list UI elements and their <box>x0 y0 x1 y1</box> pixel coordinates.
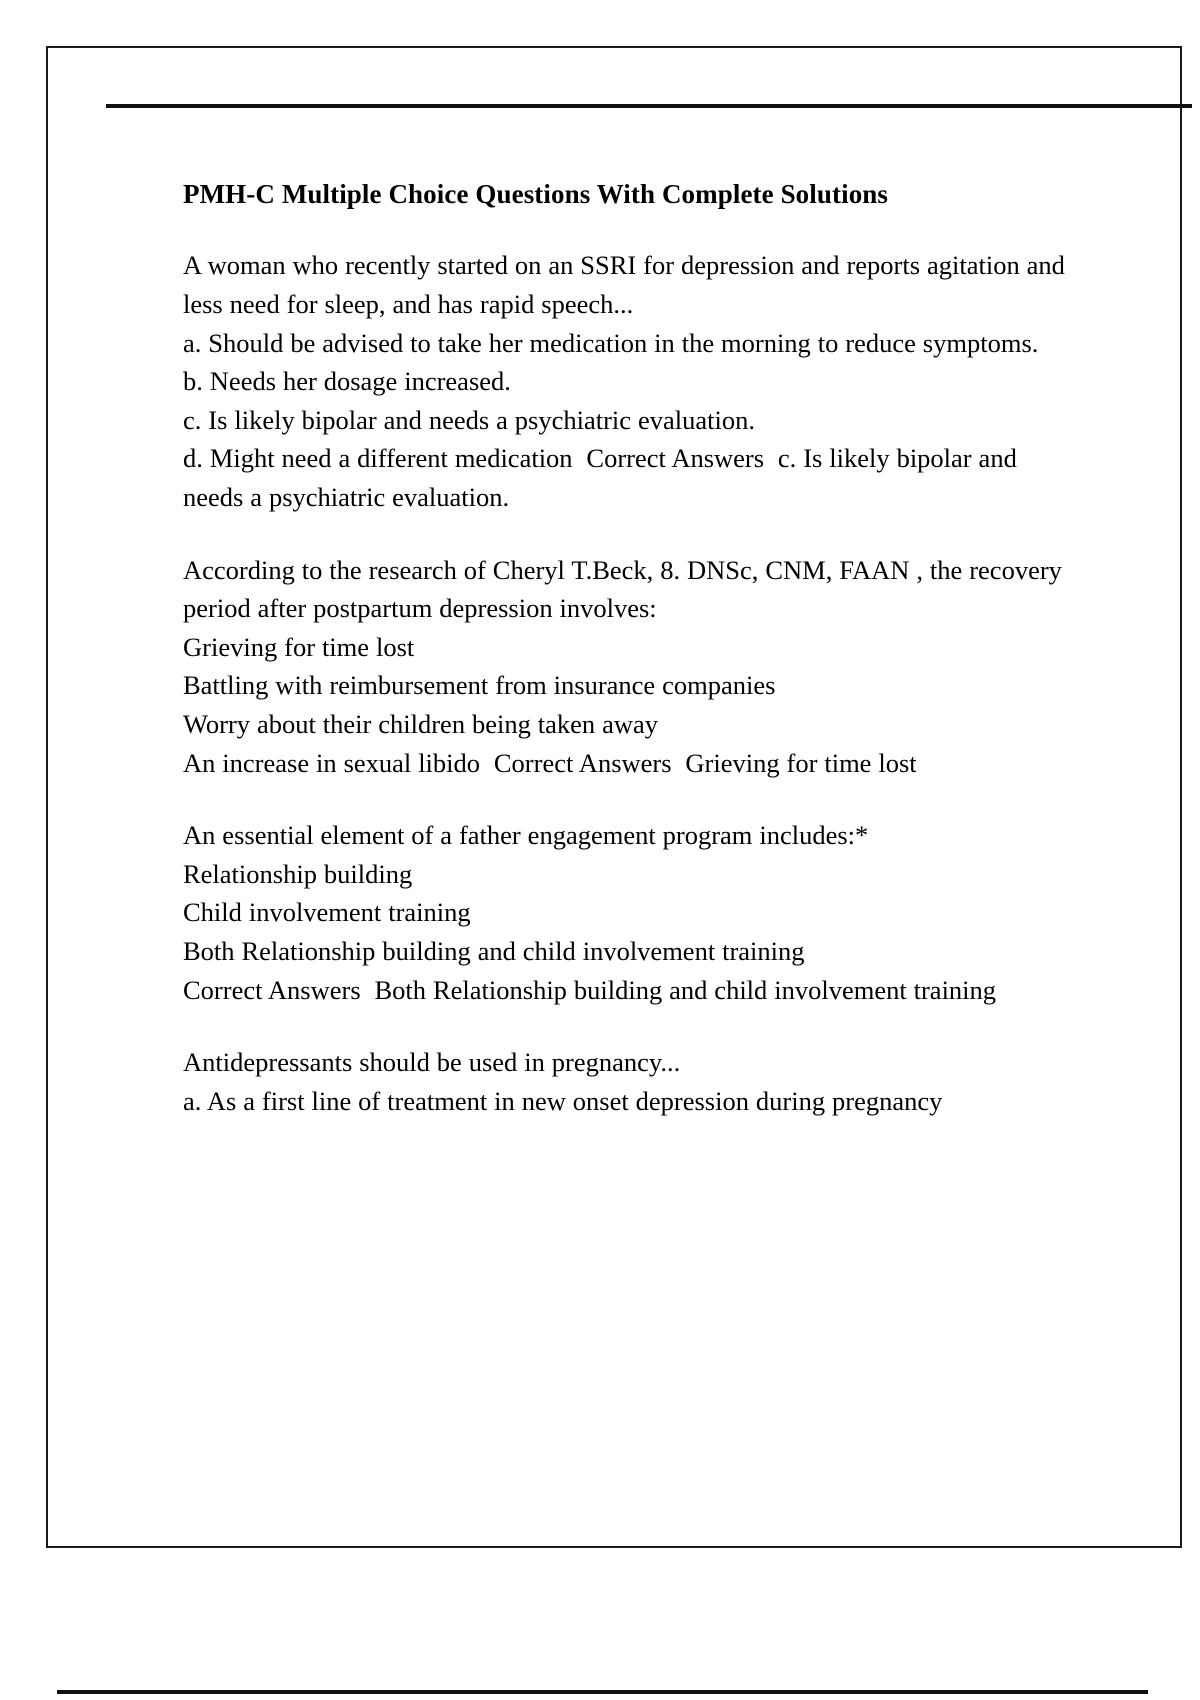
question-3-option-2: Child involvement training <box>183 897 471 928</box>
question-4-stem: Antidepressants should be used in pregnancy... <box>183 1047 681 1078</box>
document-page <box>46 46 1182 1548</box>
question-block-3 <box>183 816 1068 1009</box>
question-1-option-c: c. Is likely bipolar and needs a psychiatric evaluation. <box>183 404 755 435</box>
question-3-option-3: Both Relationship building and child involvement training <box>183 935 805 966</box>
next-page-top-rule <box>57 1690 1148 1694</box>
question-3-answer: Correct Answers Both Relationship building and child involvement training <box>183 974 997 1005</box>
question-4-option-a: a. As a first line of treatment in new onset depression during pregnancy <box>183 1085 943 1116</box>
question-2-stem: According to the research of Cheryl T.Beck, 8. DNSc, CNM, FAAN , the recovery period after postpartum depression involves: <box>183 554 1069 624</box>
document-text-column <box>183 176 1072 1120</box>
question-2-option-2: Battling with reimbursement from insurance companies <box>183 670 776 701</box>
question-2-option-1: Grieving for time lost <box>183 631 415 662</box>
question-block-4 <box>183 1043 1068 1120</box>
question-3-option-1: Relationship building <box>183 858 413 889</box>
question-block-2 <box>183 551 1068 783</box>
question-1-option-b: b. Needs her dosage increased. <box>183 366 511 397</box>
question-block-1 <box>183 246 1072 516</box>
question-2-option-4-and-answer: An increase in sexual libido Correct Answers Grieving for time lost <box>183 747 917 778</box>
page-top-rule <box>106 104 1192 108</box>
page-title: PMH-C Multiple Choice Questions With Complete Solutions <box>183 179 889 209</box>
question-3-stem: An essential element of a father engagement program includes:* <box>183 820 869 851</box>
question-1-option-d-and-answer: d. Might need a different medication Correct Answers c. Is likely bipolar and needs a psychiatric evaluation. <box>183 443 1024 512</box>
question-2-option-3: Worry about their children being taken away <box>183 708 659 739</box>
question-1-option-a: a. Should be advised to take her medication in the morning to reduce symptoms. <box>183 327 1039 358</box>
question-1-stem: A woman who recently started on an SSRI for depression and reports agitation and less need for sleep, and has rapid speech... <box>183 250 1072 320</box>
